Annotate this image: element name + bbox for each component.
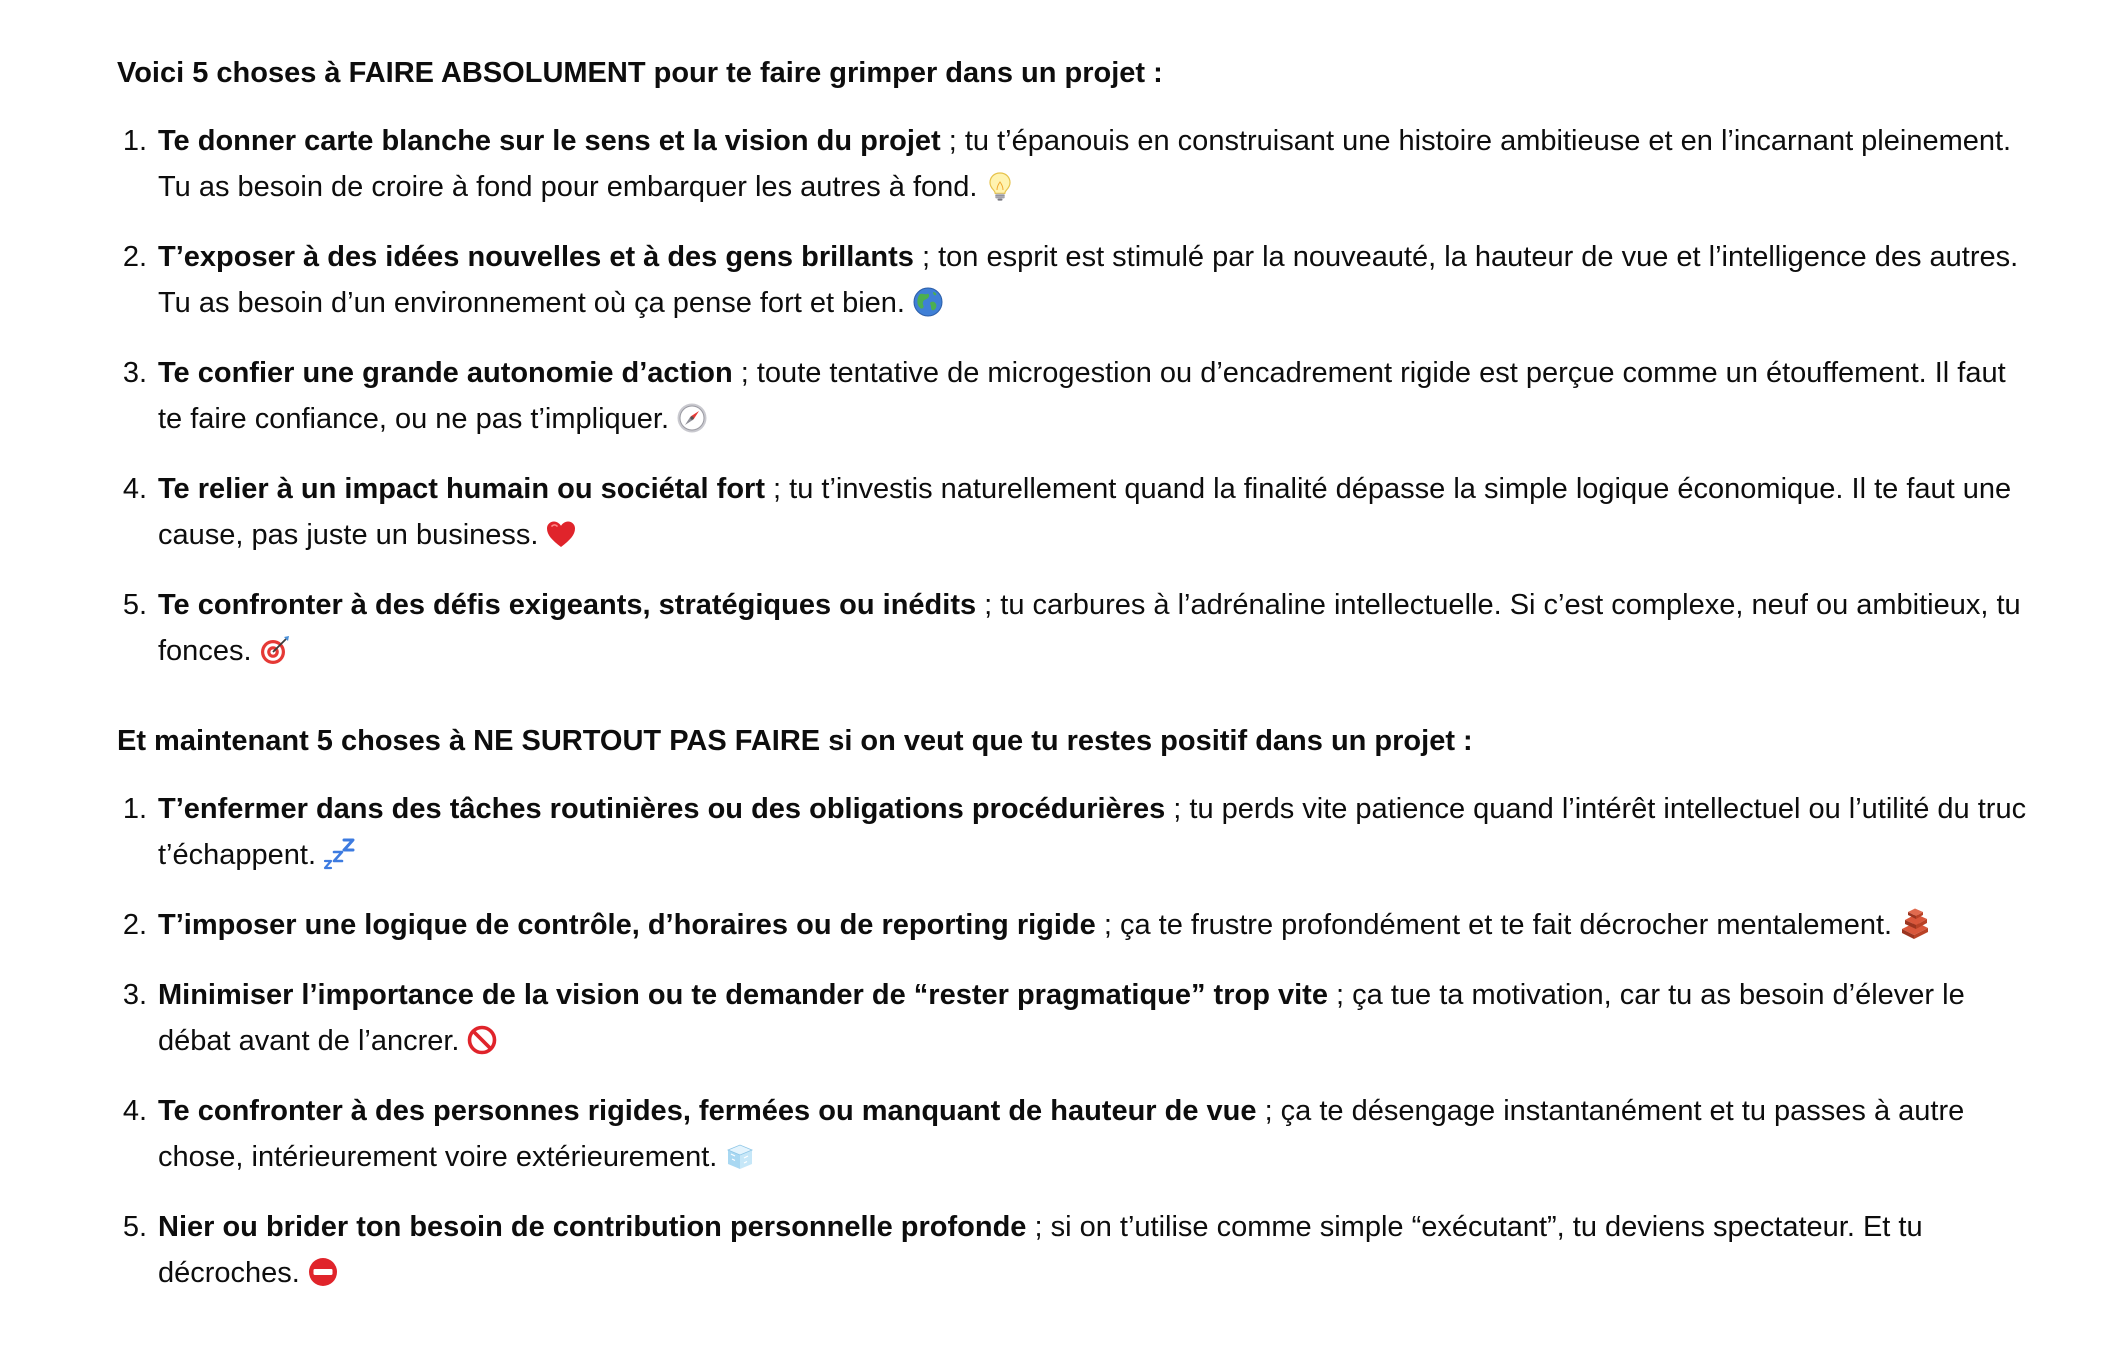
list-number: 5. <box>122 1211 147 1243</box>
list-number: 4. <box>122 1095 147 1127</box>
list-item <box>117 350 2036 442</box>
list-item <box>117 118 2036 210</box>
globe-icon <box>911 285 945 319</box>
list-item <box>117 1088 2036 1180</box>
list-item <box>117 786 2036 878</box>
direct-hit-icon <box>258 633 292 667</box>
list-item-lead: Te confronter à des défis exigeants, stratégiques ou inédits <box>158 589 977 621</box>
list-item-lead: Te confier une grande autonomie d’action <box>158 357 733 389</box>
list-item-text: ; ça tue ta motivation, car tu as besoin d’élever le débat avant de l’ancrer. <box>158 979 1965 1057</box>
list-item-text: ; ton esprit est stimulé par la nouveauté, la hauteur de vue et l’intelligence des autres. Tu as besoin d’un environnement où ça pense fort et bien. <box>158 241 2019 319</box>
no-entry-icon <box>306 1255 340 1289</box>
list-item <box>117 902 2036 948</box>
list-item <box>117 582 2036 674</box>
do-list <box>117 118 2036 674</box>
list-item-text: ; tu t’épanouis en construisant une histoire ambitieuse et en l’incarnant pleinement. Tu as besoin de croire à fond pour embarquer les autres à fond. <box>158 125 2012 203</box>
zzz-icon <box>322 837 356 871</box>
list-item-lead: Te confronter à des personnes rigides, fermées ou manquant de hauteur de vue <box>158 1095 1257 1127</box>
list-number: 2. <box>122 241 147 273</box>
light-bulb-icon <box>983 169 1017 203</box>
list-item-lead: Te donner carte blanche sur le sens et la vision du projet <box>158 125 941 157</box>
list-number: 2. <box>122 909 147 941</box>
list-item-lead: T’enfermer dans des tâches routinières ou des obligations procédurières <box>158 793 1166 825</box>
red-heart-icon <box>544 517 578 551</box>
list-number: 5. <box>122 589 147 621</box>
list-item <box>117 1204 2036 1296</box>
list-item-text: ; tu perds vite patience quand l’intérêt intellectuel ou l’utilité du truc t’échappent. <box>158 793 2027 871</box>
list-item-text: ; si on t’utilise comme simple “exécutant”, tu deviens spectateur. Et tu décroches. <box>158 1211 1923 1289</box>
list-item-text: ; tu t’investis naturellement quand la finalité dépasse la simple logique économique. Il te faut une cause, pas juste un business. <box>158 473 2012 551</box>
list-item-lead: T’exposer à des idées nouvelles et à des gens brillants <box>158 241 914 273</box>
list-item-text: ; ça te désengage instantanément et tu passes à autre chose, intérieurement voire extérieurement. <box>158 1095 1965 1173</box>
list-item-text: ; tu carbures à l’adrénaline intellectuelle. Si c’est complexe, neuf ou ambitieux, tu fonces. <box>158 589 2021 667</box>
list-item <box>117 972 2036 1064</box>
list-number: 3. <box>122 979 147 1011</box>
section-heading-dont: Et maintenant 5 choses à NE SURTOUT PAS FAIRE si on veut que tu restes positif dans un projet : <box>117 725 1473 757</box>
list-item-text: ; ça te frustre profondément et te fait décrocher mentalement. <box>1095 909 1893 941</box>
list-item-text: ; toute tentative de microgestion ou d’encadrement rigide est perçue comme un étouffement. Il faut te faire confiance, ou ne pas t’impliquer. <box>158 357 2006 435</box>
list-item-lead: Te relier à un impact humain ou sociétal fort <box>158 473 765 505</box>
section-heading-do: Voici 5 choses à FAIRE ABSOLUMENT pour te faire grimper dans un projet : <box>117 57 1163 89</box>
ice-icon <box>723 1139 757 1173</box>
compass-icon <box>675 401 709 435</box>
dont-list <box>117 786 2036 1296</box>
list-item-lead: Nier ou brider ton besoin de contribution personnelle profonde <box>158 1211 1027 1243</box>
list-item-lead: T’imposer une logique de contrôle, d’horaires ou de reporting rigide <box>158 909 1096 941</box>
bricks-icon <box>1898 907 1932 941</box>
list-number: 3. <box>122 357 147 389</box>
prohibited-icon <box>465 1023 499 1057</box>
list-item-lead: Minimiser l’importance de la vision ou te demander de “rester pragmatique” trop vite <box>158 979 1328 1011</box>
list-number: 4. <box>122 473 147 505</box>
list-item <box>117 466 2036 558</box>
list-item <box>117 234 2036 326</box>
list-number: 1. <box>122 793 147 825</box>
list-number: 1. <box>122 125 147 157</box>
